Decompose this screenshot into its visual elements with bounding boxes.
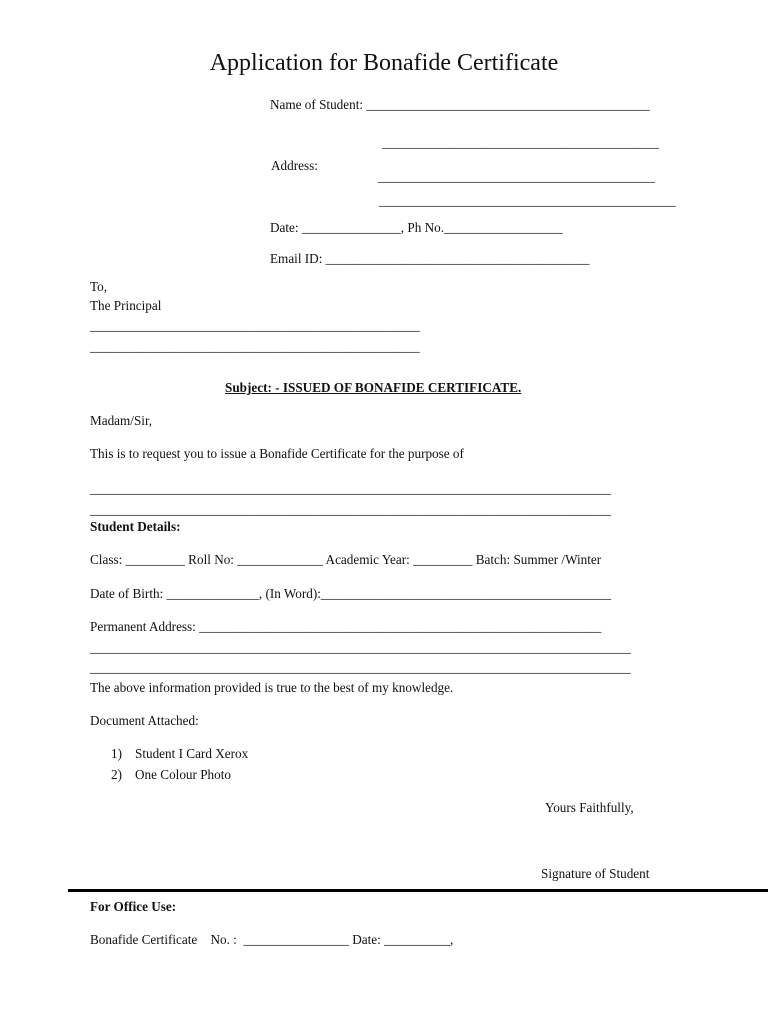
office-certificate-field[interactable]: Bonafide Certificate No. : ________________ Date: __________, bbox=[90, 932, 454, 947]
recipient-line-2[interactable]: __________________________________________________ bbox=[90, 339, 420, 354]
list-item-text: Student I Card Xerox bbox=[135, 746, 249, 761]
student-details-heading: Student Details: bbox=[90, 519, 181, 534]
email-field[interactable]: Email ID: ________________________________________ bbox=[270, 251, 590, 266]
class-roll-year-batch-field[interactable]: Class: _________ Roll No: _____________ Academic Year: _________ Batch: Summer /Winter bbox=[90, 552, 602, 567]
documents-heading: Document Attached: bbox=[90, 713, 199, 728]
address-line-1[interactable]: __________________________________________ bbox=[382, 135, 659, 150]
name-of-student-field[interactable]: Name of Student: ___________________________________________ bbox=[270, 97, 650, 112]
date-phone-field[interactable]: Date: _______________, Ph No.__________________ bbox=[270, 220, 563, 235]
date-of-birth-field[interactable]: Date of Birth: ______________, (In Word):____________________________________________ bbox=[90, 586, 612, 601]
purpose-line-1[interactable]: _______________________________________________________________________________ bbox=[90, 481, 611, 496]
list-item bbox=[111, 767, 231, 783]
address-label: Address: bbox=[271, 158, 318, 173]
subject-line: Subject: - ISSUED OF BONAFIDE CERTIFICATE. bbox=[225, 380, 522, 395]
list-item-number: 1) bbox=[111, 746, 122, 761]
office-use-heading: For Office Use: bbox=[90, 899, 177, 914]
permanent-address-field[interactable]: Permanent Address: _____________________________________________________________ bbox=[90, 619, 602, 634]
list-item-text: One Colour Photo bbox=[135, 767, 231, 782]
to-label: To, bbox=[90, 279, 108, 294]
salutation: Madam/Sir, bbox=[90, 413, 153, 428]
permanent-address-line-3[interactable]: __________________________________________________________________________________ bbox=[90, 660, 631, 675]
principal-label: The Principal bbox=[90, 298, 162, 313]
list-item bbox=[111, 746, 248, 762]
signature-label: Signature of Student bbox=[541, 866, 650, 881]
list-item-number: 2) bbox=[111, 767, 122, 782]
document-title: Application for Bonafide Certificate bbox=[209, 50, 559, 76]
address-line-3[interactable]: _____________________________________________ bbox=[379, 193, 676, 208]
request-text: This is to request you to issue a Bonafide Certificate for the purpose of bbox=[90, 446, 464, 461]
declaration-text: The above information provided is true to the best of my knowledge. bbox=[90, 680, 454, 695]
permanent-address-line-2[interactable]: __________________________________________________________________________________ bbox=[90, 640, 631, 655]
purpose-line-2[interactable]: _______________________________________________________________________________ bbox=[90, 502, 611, 517]
address-line-2[interactable]: __________________________________________ bbox=[378, 169, 655, 184]
closing-text: Yours Faithfully, bbox=[545, 800, 634, 815]
recipient-line-1[interactable]: __________________________________________________ bbox=[90, 318, 420, 333]
office-divider bbox=[68, 889, 768, 892]
